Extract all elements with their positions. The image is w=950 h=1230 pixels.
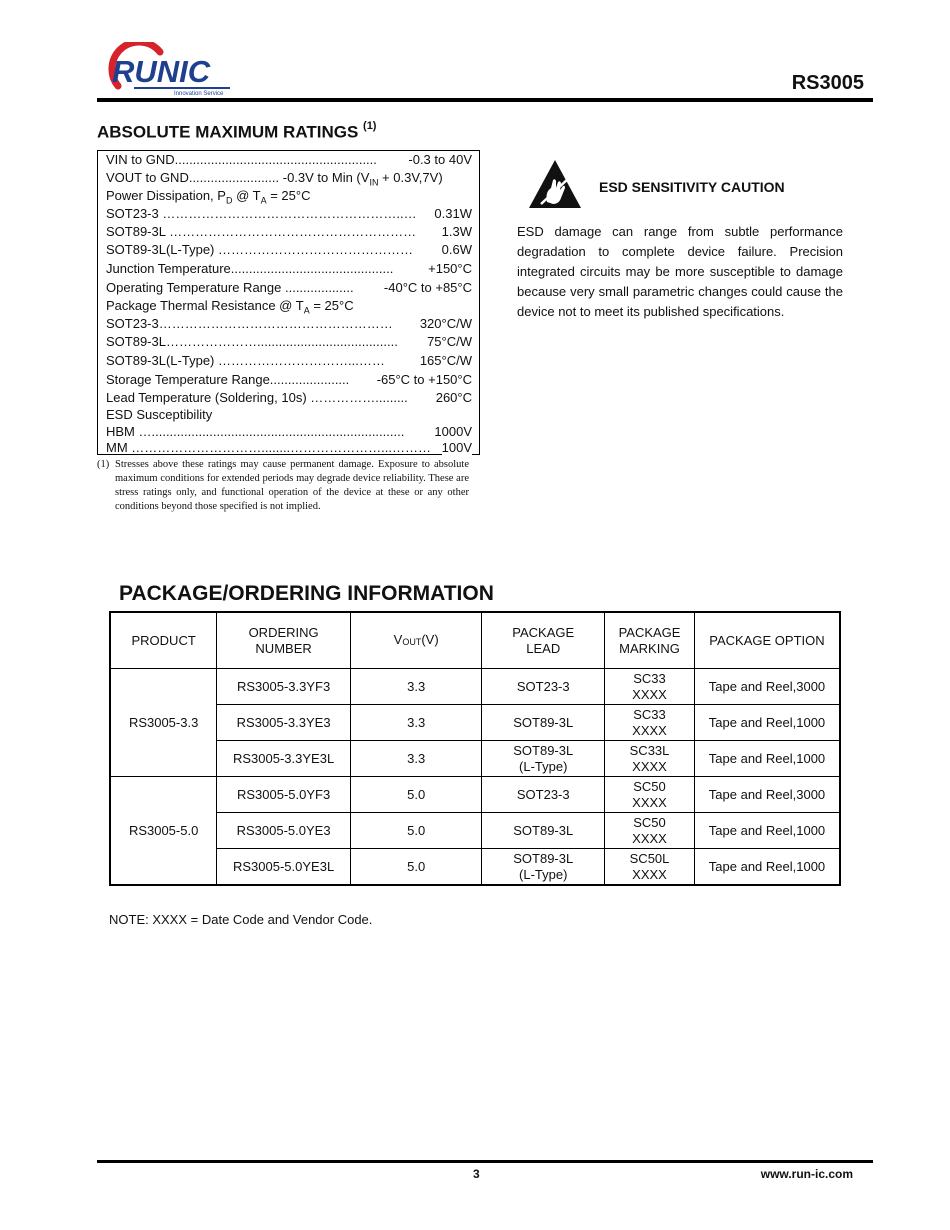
ordering-table [109, 611, 841, 886]
vout-cell: 5.0 [350, 777, 482, 813]
header-package-option: PACKAGE OPTION [694, 612, 840, 669]
abs-max-line [106, 406, 472, 424]
abs-max-label2: + 0.3V,7V) [378, 170, 443, 185]
abs-max-line [106, 389, 472, 407]
abs-max-label: Lead Temperature (Soldering, 10s) ……………......... [106, 390, 408, 405]
ordering-number-cell: RS3005-5.0YE3 [217, 813, 351, 849]
website-url: www.run-ic.com [760, 1167, 853, 1181]
ordering-number-cell: RS3005-3.3YE3L [217, 741, 351, 777]
package-marking-cell: SC50 XXXX [605, 777, 695, 813]
package-option-cell: Tape and Reel,1000 [694, 741, 840, 777]
footnote-text: Stresses above these ratings may cause permanent damage. Exposure to absolute maximum conditions for extended periods may degrade device reliability. These are stress ratings only, and functional operation of the device at these or any other conditions beyond those specified is not implied. [115, 459, 469, 512]
vout-cell: 3.3 [350, 669, 482, 705]
ordering-note: NOTE: XXXX = Date Code and Vendor Code. [109, 912, 373, 927]
abs-max-line [106, 279, 472, 297]
abs-max-title [97, 122, 376, 143]
table-row [110, 813, 840, 849]
abs-max-line [106, 333, 472, 351]
package-marking-cell: SC33 XXXX [605, 705, 695, 741]
ordering-body [110, 669, 840, 886]
esd-text: ESD damage can range from subtle performance degradation to complete device failure. Precision integrated circuits may be more susceptible to damage because very small parametric changes could cause the device not to meet its published specifications. [517, 224, 843, 319]
ordering-number-cell: RS3005-3.3YF3 [217, 669, 351, 705]
abs-max-value: -65°C to +150°C [376, 372, 472, 387]
abs-max-line [106, 241, 472, 259]
abs-max-value: -40°C to +85°C [383, 280, 472, 295]
abs-max-value: 1.3W [441, 224, 472, 239]
package-marking-cell: SC33L XXXX [605, 741, 695, 777]
abs-max-label: HBM …...................................................................... [106, 424, 405, 439]
abs-max-line [106, 315, 472, 333]
abs-max-line [106, 151, 472, 169]
abs-max-label: Operating Temperature Range ................... [106, 280, 354, 295]
esd-title: ESD SENSITIVITY CAUTION [599, 179, 785, 195]
ordering-number-cell: RS3005-5.0YE3L [217, 849, 351, 886]
package-lead-cell: SOT89-3L [482, 813, 605, 849]
abs-max-value: 0.31W [434, 206, 472, 221]
header-rule [97, 98, 873, 102]
header-ordering-number: ORDERING NUMBER [217, 612, 351, 669]
footnote-number: (1) [97, 459, 110, 470]
package-lead-cell: SOT89-3L (L-Type) [482, 741, 605, 777]
abs-max-label: SOT89-3L(L-Type) ……………………………………… [106, 242, 413, 257]
package-marking-cell: SC50L XXXX [605, 849, 695, 886]
abs-max-line [106, 260, 472, 278]
package-lead-cell: SOT89-3L [482, 705, 605, 741]
abs-max-line [106, 205, 472, 223]
abs-max-label: Junction Temperature............................................. [106, 261, 394, 276]
abs-max-value: 320°C/W [419, 316, 472, 331]
vout-cell: 5.0 [350, 849, 482, 886]
abs-max-title-text: ABSOLUTE MAXIMUM RATINGS [97, 122, 359, 142]
package-option-cell: Tape and Reel,1000 [694, 813, 840, 849]
product-cell: RS3005-5.0 [110, 777, 217, 886]
table-row [110, 741, 840, 777]
abs-max-line [106, 371, 472, 389]
abs-max-label3: = 25°C [266, 188, 311, 203]
abs-max-value: 260°C [435, 390, 472, 405]
table-row [110, 705, 840, 741]
abs-max-line [106, 439, 472, 457]
abs-max-label: SOT89-3L ………………………………………………… [106, 224, 417, 239]
abs-max-label: Package Thermal Resistance @ T [106, 298, 304, 313]
abs-max-title-sup: (1) [363, 120, 377, 132]
package-marking-cell: SC50 XXXX [605, 813, 695, 849]
abs-max-label: SOT89-3L…………………....................................... [106, 334, 398, 349]
package-marking-cell: SC33 XXXX [605, 669, 695, 705]
abs-max-label: SOT23-3……………………………………………… [106, 316, 393, 331]
abs-max-label: ESD Susceptibility [106, 407, 213, 422]
table-row [110, 849, 840, 886]
abs-max-label: MM …………………………........…………………...……… [106, 440, 431, 455]
abs-max-line [106, 223, 472, 241]
abs-max-sub: A [303, 305, 310, 316]
abs-max-value: 75°C/W [427, 334, 472, 349]
logo-text: RUNIC [112, 54, 211, 89]
ordering-number-cell: RS3005-5.0YF3 [217, 777, 351, 813]
ordering-title: PACKAGE/ORDERING INFORMATION [119, 582, 494, 605]
abs-max-label: SOT89-3L(L-Type) …………………………...…… [106, 353, 385, 368]
header-package-marking: PACKAGE MARKING [605, 612, 695, 669]
abs-max-label2: @ T [232, 188, 261, 203]
abs-max-label: VIN to GND........................................................ [106, 152, 377, 167]
package-lead-cell: SOT89-3L (L-Type) [482, 849, 605, 886]
abs-max-label: Storage Temperature Range...................... [106, 372, 350, 387]
header-product: PRODUCT [110, 612, 217, 669]
page-number: 3 [473, 1167, 480, 1181]
abs-max-label: SOT23-3 ………………………………………………..… [106, 206, 417, 221]
package-option-cell: Tape and Reel,3000 [694, 777, 840, 813]
header-vout: $V_{OUT}(V)$ [350, 612, 482, 669]
package-lead-cell: SOT23-3 [482, 777, 605, 813]
abs-max-label2: = 25°C [309, 298, 354, 313]
vout-cell: 5.0 [350, 813, 482, 849]
package-lead-cell: SOT23-3 [482, 669, 605, 705]
header-package-lead: PACKAGE LEAD [482, 612, 605, 669]
esd-hand-warning-icon [527, 158, 583, 210]
abs-max-value: 165°C/W [419, 353, 472, 368]
logo-tagline: Innovation Service [174, 91, 224, 97]
vout-cell: 3.3 [350, 741, 482, 777]
abs-max-value: +150°C [428, 261, 472, 276]
abs-max-value: -0.3 to 40V [408, 152, 472, 167]
table-row [110, 777, 840, 813]
package-option-cell: Tape and Reel,3000 [694, 669, 840, 705]
product-cell: RS3005-3.3 [110, 669, 217, 777]
abs-max-label: VOUT to GND......................... -0.3V to Min (V [106, 170, 370, 185]
table-row [110, 669, 840, 705]
runic-logo [104, 42, 236, 98]
vout-cell: 3.3 [350, 705, 482, 741]
abs-max-sub2: A [260, 195, 267, 206]
abs-max-value: 0.6W [441, 242, 472, 257]
ordering-header-row [110, 612, 840, 669]
abs-max-sub: D [225, 195, 233, 206]
abs-max-footnote [97, 458, 469, 514]
document-id: RS3005 [791, 72, 864, 94]
abs-max-value: 1000V [434, 424, 472, 439]
abs-max-value: 100V [441, 440, 472, 455]
ordering-number-cell: RS3005-3.3YE3 [217, 705, 351, 741]
abs-max-label: Power Dissipation, P [106, 188, 226, 203]
package-option-cell: Tape and Reel,1000 [694, 705, 840, 741]
abs-max-sub: IN [369, 177, 379, 188]
package-option-cell: Tape and Reel,1000 [694, 849, 840, 886]
abs-max-line [106, 352, 472, 370]
footer-rule [97, 1160, 873, 1163]
